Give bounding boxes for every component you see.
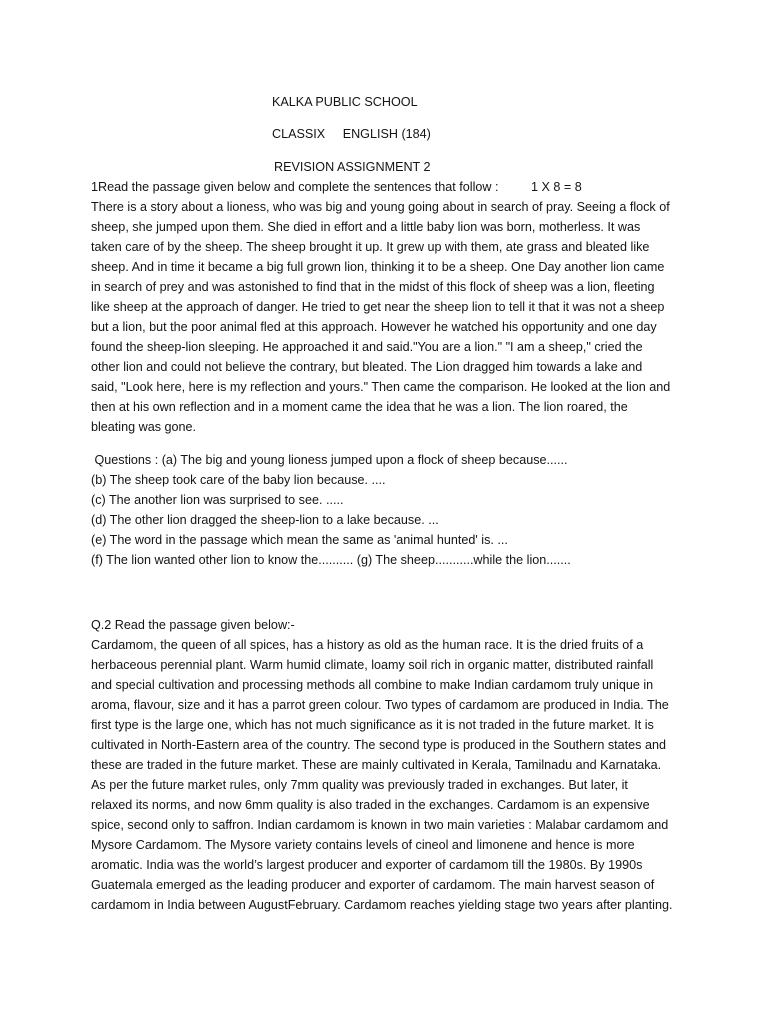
q1-passage-line: said, "Look here, here is my reflection and yours." Then came the comparison. He looked at the lion and (91, 380, 671, 394)
q1-passage-line: like sheep at the approach of danger. He tried to get near the sheep lion to tell it that it was not a sheep (91, 300, 665, 314)
school-name: KALKA PUBLIC SCHOOL (272, 95, 418, 109)
q2-passage-line: and special cultivation and processing methods all combine to make Indian cardamom truly unique in (91, 678, 654, 692)
q1-passage-line: found the sheep-lion sleeping. He approached it and said."You are a lion." "I am a sheep," cried the (91, 340, 643, 354)
q2-passage-line: these are traded in the future market. These are mainly cultivated in Kerala, Tamilnadu and Karnataka. (91, 758, 662, 772)
q2-instruction: Q.2 Read the passage given below:- (91, 618, 295, 632)
q2-passage-line: first type is the large one, which has not much significance as it is not traded in the future market. It is (91, 718, 654, 732)
q1-question: Questions : (a) The big and young lioness jumped upon a flock of sheep because...... (91, 453, 568, 467)
q1-question: (b) The sheep took care of the baby lion because. .... (91, 473, 386, 487)
q1-passage-line: sheep, she jumped upon them. She died in effort and a little baby lion was born, motherless. It was (91, 220, 641, 234)
q2-passage-line: spice, second only to saffron. Indian cardamom is known in two main varieties : Malabar cardamom and (91, 818, 669, 832)
q1-question: (e) The word in the passage which mean the same as 'animal hunted' is. ... (91, 533, 508, 547)
q1-question: (c) The another lion was surprised to see. ..... (91, 493, 344, 507)
q1-passage-line: There is a story about a lioness, who was big and young going about in search of pray. Seeing a flock of (91, 200, 670, 214)
q1-passage-line: bleating was gone. (91, 420, 197, 434)
q1-passage-line: sheep. And in time it became a big full grown lion, thinking it to be a sheep. One Day another lion came (91, 260, 665, 274)
assignment-title: REVISION ASSIGNMENT 2 (274, 160, 431, 174)
q2-passage-line: Mysore Cardamom. The Mysore variety contains levels of cineol and limonene and hence is more (91, 838, 635, 852)
q1-passage-line: other lion and could not believe the contrary, but bleated. The Lion dragged him towards a lake and (91, 360, 643, 374)
q1-passage-line: taken care of by the sheep. The sheep brought it up. It grew up with them, ate grass and bleated like (91, 240, 650, 254)
q2-passage-line: relaxed its norms, and now 6mm quality is also traded in the exchanges. Cardamom is an expensive (91, 798, 650, 812)
q2-passage-line: cultivated in North-Eastern area of the country. The second type is produced in the Southern states and (91, 738, 666, 752)
q2-passage-line: aroma, flavour, size and it has a parrot green colour. Two types of cardamom are produced in India. The (91, 698, 669, 712)
q2-passage-line: cardamom in India between AugustFebruary. Cardamom reaches yielding stage two years after planting. (91, 898, 673, 912)
q1-passage-line: but a lion, but the poor animal fled at this approach. However he watched his opportunity and one day (91, 320, 657, 334)
class-subject: CLASSIX ENGLISH (184) (272, 127, 431, 141)
q2-passage-line: herbaceous perennial plant. Warm humid climate, loamy soil rich in organic matter, distributed rainfall (91, 658, 654, 672)
q1-question: (d) The other lion dragged the sheep-lion to a lake because. ... (91, 513, 439, 527)
q1-instruction: 1Read the passage given below and complete the sentences that follow : (91, 180, 499, 194)
q2-passage-line: As per the future market rules, only 7mm quality was previously traded in exchanges. But later, it (91, 778, 628, 792)
q2-passage-line: aromatic. India was the world’s largest producer and exporter of cardamom till the 1980s. By 1990s (91, 858, 643, 872)
q2-passage-line: Cardamom, the queen of all spices, has a history as old as the human race. It is the dried fruits of a (91, 638, 644, 652)
q1-passage-line: then at his own reflection and in a moment came the idea that he was a lion. The lion roared, the (91, 400, 628, 414)
q1-passage-line: in search of prey and was astonished to find that in the midst of this flock of sheep was a lion, fleeting (91, 280, 655, 294)
q1-marks: 1 X 8 = 8 (531, 180, 582, 194)
q2-passage-line: Guatemala emerged as the leading producer and exporter of cardamom. The main harvest season of (91, 878, 655, 892)
q1-question: (f) The lion wanted other lion to know the.......... (g) The sheep...........while the lion....... (91, 553, 571, 567)
